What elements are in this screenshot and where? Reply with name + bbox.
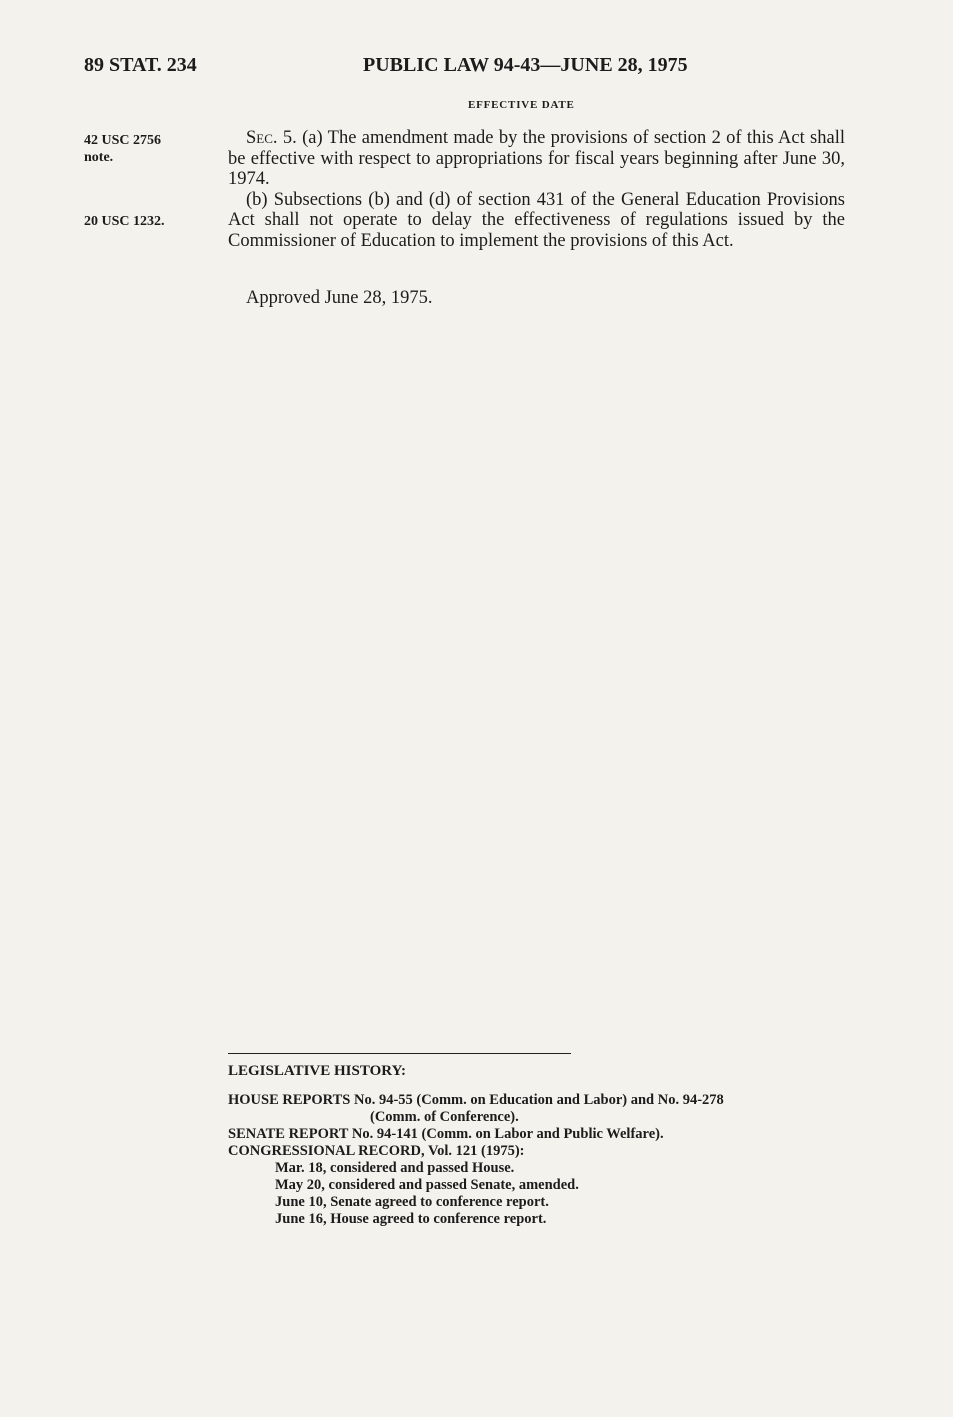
record-entry: June 10, Senate agreed to conference report. [275, 1194, 549, 1210]
margin-note-1-line2: note. [84, 150, 114, 165]
stat-page-number: 89 STAT. 234 [84, 54, 197, 76]
record-entry: June 16, House agreed to conference report. [275, 1211, 547, 1227]
section-body [228, 128, 845, 251]
legislative-history-title: LEGISLATIVE HISTORY: [228, 1063, 407, 1079]
record-entry: Mar. 18, considered and passed House. [275, 1160, 515, 1176]
paragraph-a-text: (a) The amendment made by the provisions of section 2 of this Act shall be effective with respect to appropriations for fiscal years beginning after June 30, 1974. [228, 128, 845, 189]
legislative-history [228, 1063, 848, 1228]
section-heading: EFFECTIVE DATE [468, 99, 575, 111]
senate-report: SENATE REPORT No. 94-141 (Comm. on Labor and Public Welfare). [228, 1126, 664, 1142]
house-reports-continued: (Comm. of Conference). [370, 1109, 519, 1125]
margin-note-1 [84, 132, 161, 166]
section-label: Sec. 5. [246, 128, 297, 148]
record-entry: May 20, considered and passed Senate, amended. [275, 1177, 579, 1193]
house-reports: HOUSE REPORTS No. 94-55 (Comm. on Education and Labor) and No. 94-278 [228, 1092, 724, 1108]
margin-note-2 [84, 213, 165, 230]
margin-note-2-line1: 20 USC 1232. [84, 214, 165, 229]
approval-date: Approved June 28, 1975. [246, 288, 433, 308]
divider-rule [228, 1053, 571, 1054]
margin-note-1-line1: 42 USC 2756 [84, 133, 162, 148]
public-law-title: PUBLIC LAW 94-43—JUNE 28, 1975 [363, 54, 688, 76]
paragraph-a [228, 128, 845, 190]
congressional-record: CONGRESSIONAL RECORD, Vol. 121 (1975): [228, 1143, 525, 1159]
paragraph-b: (b) Subsections (b) and (d) of section 431 of the General Education Provisions Act shall not operate to delay the effectiveness of regulations issued by the Commissioner of Education to implement the provisions of this Act. [228, 189, 845, 251]
